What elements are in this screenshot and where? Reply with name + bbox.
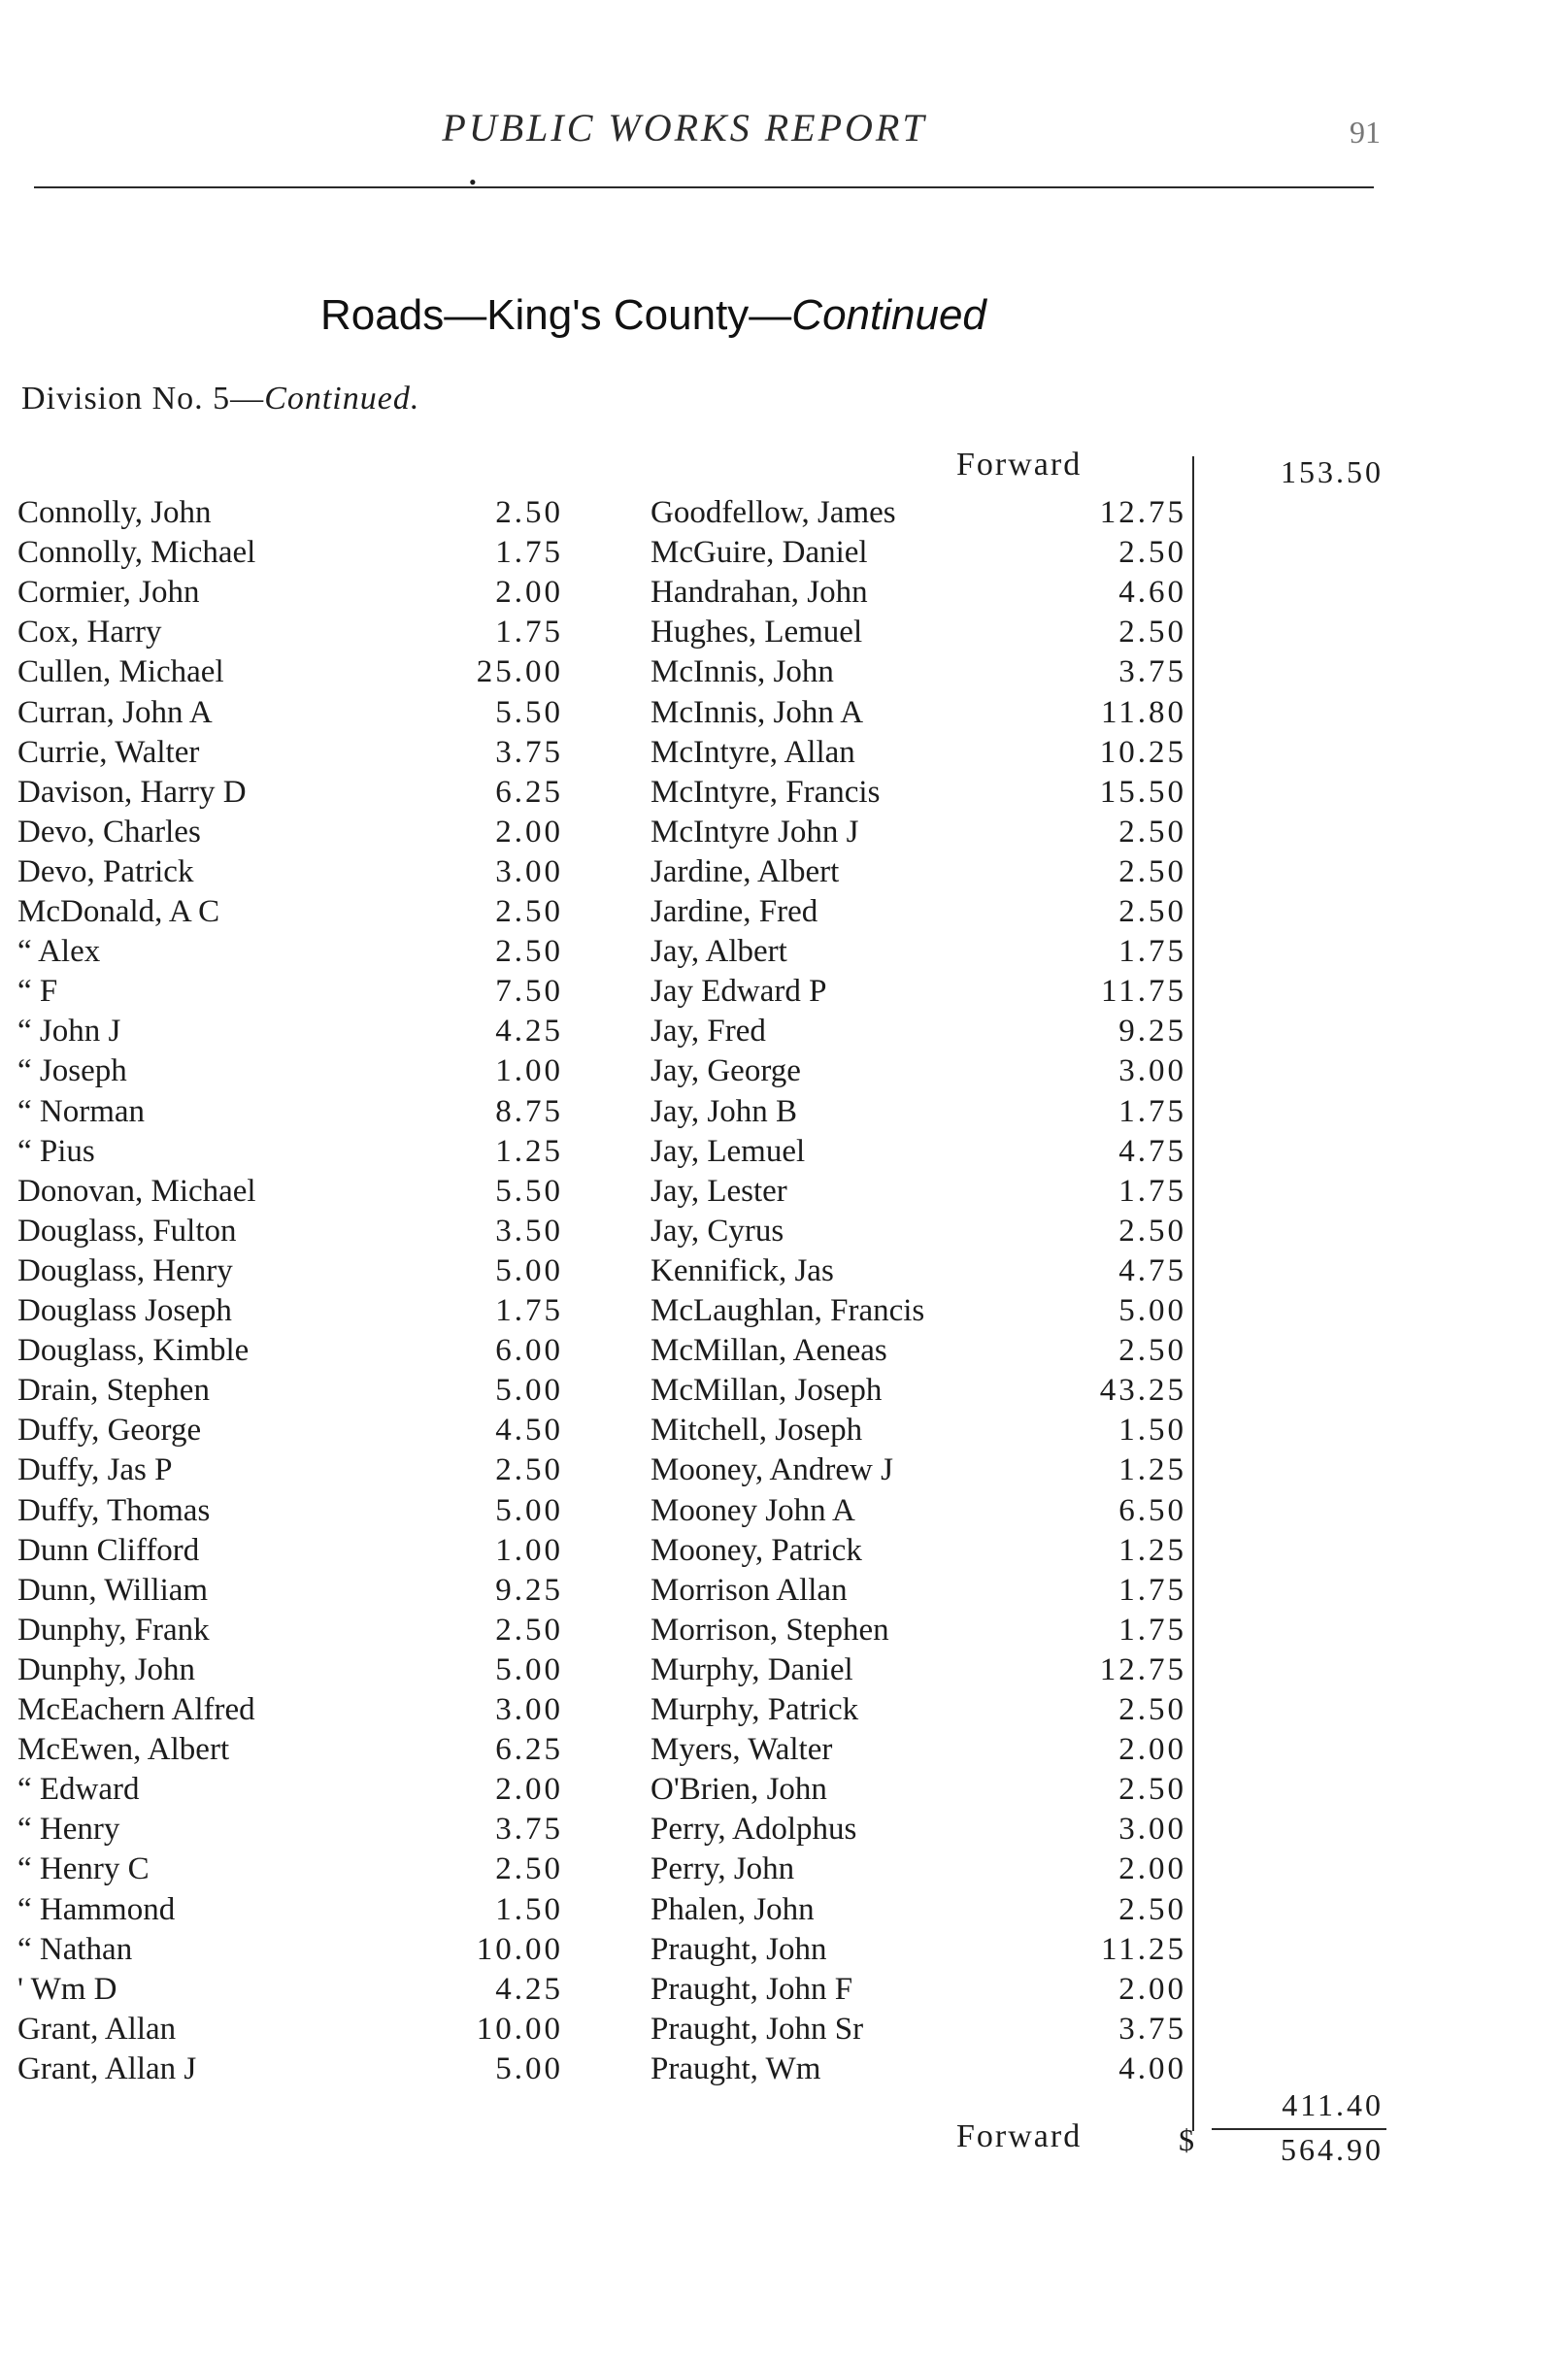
right-amount: 3.75 — [1118, 654, 1186, 689]
left-name: Dunn Clifford — [17, 1533, 200, 1568]
ledger-row — [0, 972, 1568, 1011]
division-label: Division No. 5— — [21, 381, 265, 417]
right-name: Perry, John — [651, 1851, 795, 1886]
right-amount: 11.75 — [1100, 974, 1186, 1009]
right-amount: 43.25 — [1099, 1373, 1186, 1408]
right-amount: 1.75 — [1118, 1174, 1186, 1209]
left-name: Grant, Allan — [17, 2012, 177, 2047]
right-name: McInnis, John A — [651, 695, 864, 730]
right-amount: 2.50 — [1118, 1892, 1186, 1927]
left-amount: 10.00 — [476, 1932, 563, 1967]
left-amount: 4.50 — [495, 1413, 563, 1448]
right-amount: 12.75 — [1099, 1652, 1186, 1687]
left-amount: 5.00 — [495, 1493, 563, 1528]
subtotal-rule — [1212, 2128, 1386, 2130]
ledger-row — [0, 1849, 1568, 1888]
right-amount: 11.25 — [1100, 1932, 1186, 1967]
left-name: Dunphy, John — [17, 1652, 196, 1687]
ledger-row — [0, 1650, 1568, 1689]
right-name: Jay, Lester — [651, 1174, 787, 1209]
left-amount: 8.75 — [495, 1094, 563, 1129]
right-name: Perry, Adolphus — [651, 1812, 857, 1847]
left-amount: 1.25 — [495, 1134, 563, 1169]
left-name: Currie, Walter — [17, 735, 200, 770]
left-name: Douglass, Kimble — [17, 1333, 250, 1368]
right-amount: 4.75 — [1118, 1253, 1186, 1288]
left-name: “ Norman — [17, 1094, 146, 1129]
right-name: Jardine, Albert — [651, 854, 840, 889]
right-amount: 1.25 — [1118, 1533, 1186, 1568]
left-amount: 4.25 — [495, 1014, 563, 1049]
left-amount: 5.50 — [495, 695, 563, 730]
left-name: “ Henry — [17, 1812, 120, 1847]
ledger-row — [0, 1970, 1568, 2009]
forward-label-bottom: Forward — [956, 2118, 1083, 2154]
right-amount: 2.00 — [1118, 1732, 1186, 1767]
right-name: Morrison, Stephen — [651, 1613, 889, 1648]
left-name: Grant, Allan J — [17, 2051, 197, 2086]
left-amount: 2.50 — [495, 1452, 563, 1487]
ledger-row — [0, 2049, 1568, 2088]
ledger-row — [0, 573, 1568, 612]
ledger-row — [0, 1531, 1568, 1570]
ledger-row — [0, 773, 1568, 812]
right-amount: 2.50 — [1118, 535, 1186, 570]
right-name: McMillan, Aeneas — [651, 1333, 887, 1368]
right-name: Kennifick, Jas — [651, 1253, 834, 1288]
left-name: Duffy, Thomas — [17, 1493, 211, 1528]
right-name: Jay, Lemuel — [651, 1134, 806, 1169]
left-name: McEwen, Albert — [17, 1732, 230, 1767]
right-name: O'Brien, John — [651, 1772, 827, 1807]
ledger-row — [0, 652, 1568, 691]
right-amount: 1.75 — [1118, 1613, 1186, 1648]
right-amount: 2.50 — [1118, 854, 1186, 889]
ledger-row — [0, 1770, 1568, 1809]
right-amount: 2.00 — [1118, 1972, 1186, 2007]
left-amount: 3.00 — [495, 854, 563, 889]
forward-label-top: Forward — [956, 447, 1083, 483]
ledger-row — [0, 1611, 1568, 1650]
left-name: Dunn, William — [17, 1573, 209, 1608]
right-amount: 12.75 — [1099, 495, 1186, 530]
ledger-row — [0, 693, 1568, 732]
left-amount: 5.00 — [495, 1373, 563, 1408]
right-amount: 1.25 — [1118, 1452, 1186, 1487]
left-amount: 2.50 — [495, 1851, 563, 1886]
ledger-row — [0, 1012, 1568, 1050]
ledger-row — [0, 1172, 1568, 1211]
right-amount: 2.50 — [1118, 1214, 1186, 1249]
ledger-row — [0, 1371, 1568, 1410]
ledger-row — [0, 1690, 1568, 1729]
ledger-row — [0, 1730, 1568, 1769]
right-name: McIntyre, Francis — [651, 775, 881, 810]
ledger-row — [0, 613, 1568, 651]
right-amount: 10.25 — [1099, 735, 1186, 770]
ledger-row — [0, 1411, 1568, 1450]
right-name: Praught, John — [651, 1932, 827, 1967]
ledger-row — [0, 892, 1568, 931]
right-amount: 1.50 — [1118, 1413, 1186, 1448]
left-name: “ Hammond — [17, 1892, 176, 1927]
left-name: Cullen, Michael — [17, 654, 224, 689]
left-name: Duffy, Jas P — [17, 1452, 173, 1487]
right-name: Mooney, Andrew J — [651, 1452, 893, 1487]
left-amount: 2.50 — [495, 894, 563, 929]
right-name: Mooney, Patrick — [651, 1533, 862, 1568]
left-name: Duffy, George — [17, 1413, 202, 1448]
right-amount: 3.00 — [1118, 1053, 1186, 1088]
right-name: Mitchell, Joseph — [651, 1413, 863, 1448]
right-amount: 2.50 — [1118, 615, 1186, 650]
right-name: Hughes, Lemuel — [651, 615, 863, 650]
right-name: Goodfellow, James — [651, 495, 896, 530]
left-amount: 1.75 — [495, 1293, 563, 1328]
right-name: Jay, Albert — [651, 934, 787, 969]
page-subtotal: 411.40 — [1282, 2087, 1384, 2122]
right-name: Murphy, Patrick — [651, 1692, 859, 1727]
forward-amount-top: 153.50 — [1281, 454, 1384, 489]
section-title — [320, 291, 1194, 340]
left-amount: 6.00 — [495, 1333, 563, 1368]
right-amount: 3.00 — [1118, 1812, 1186, 1847]
ledger-row — [0, 1331, 1568, 1370]
left-amount: 2.00 — [495, 575, 563, 610]
right-amount: 4.00 — [1118, 2051, 1186, 2086]
currency-symbol: $ — [1179, 2122, 1194, 2157]
left-amount: 5.00 — [495, 1652, 563, 1687]
ledger-row — [0, 1810, 1568, 1849]
right-amount: 4.75 — [1118, 1134, 1186, 1169]
right-amount: 1.75 — [1118, 1573, 1186, 1608]
left-name: “ Edward — [17, 1772, 140, 1807]
left-name: Connolly, Michael — [17, 535, 256, 570]
left-name: Cox, Harry — [17, 615, 162, 650]
ledger-row — [0, 1491, 1568, 1530]
ledger-row — [0, 932, 1568, 971]
right-name: Jay Edward P — [651, 974, 827, 1009]
ledger-row — [0, 2010, 1568, 2049]
right-amount: 2.50 — [1118, 1692, 1186, 1727]
left-name: McEachern Alfred — [17, 1692, 255, 1727]
left-name: Devo, Charles — [17, 815, 201, 850]
right-name: Praught, Wm — [651, 2051, 821, 2086]
right-name: Handrahan, John — [651, 575, 868, 610]
right-name: Phalen, John — [651, 1892, 815, 1927]
right-amount: 11.80 — [1100, 695, 1186, 730]
right-name: Morrison Allan — [651, 1573, 848, 1608]
left-name: “ Nathan — [17, 1932, 133, 1967]
left-amount: 9.25 — [495, 1573, 563, 1608]
right-name: Jay, Fred — [651, 1014, 766, 1049]
ledger-row — [0, 1930, 1568, 1969]
right-name: Myers, Walter — [651, 1732, 833, 1767]
left-amount: 3.75 — [495, 1812, 563, 1847]
left-name: “ Joseph — [17, 1053, 127, 1088]
right-name: Mooney John A — [651, 1493, 855, 1528]
left-amount: 7.50 — [495, 974, 563, 1009]
right-name: McLaughlan, Francis — [651, 1293, 925, 1328]
right-amount: 2.00 — [1118, 1851, 1186, 1886]
ledger-row — [0, 1132, 1568, 1171]
ledger-row — [0, 813, 1568, 851]
right-name: Praught, John Sr — [651, 2012, 864, 2047]
ledger-row — [0, 1291, 1568, 1330]
ledger-row — [0, 1890, 1568, 1929]
right-name: Praught, John F — [651, 1972, 853, 2007]
left-amount: 1.00 — [495, 1053, 563, 1088]
right-name: McIntyre, Allan — [651, 735, 855, 770]
right-amount: 1.75 — [1118, 934, 1186, 969]
right-name: Jardine, Fred — [651, 894, 818, 929]
left-name: McDonald, A C — [17, 894, 220, 929]
right-name: Jay, George — [651, 1053, 801, 1088]
section-title-continued: Continued — [791, 291, 986, 339]
left-amount: 6.25 — [495, 775, 563, 810]
ledger-row — [0, 1251, 1568, 1290]
left-name: “ John J — [17, 1014, 121, 1049]
left-amount: 2.00 — [495, 815, 563, 850]
left-amount: 5.50 — [495, 1174, 563, 1209]
header-dot: • — [469, 170, 477, 194]
right-name: McMillan, Joseph — [651, 1373, 883, 1408]
right-amount: 5.00 — [1118, 1293, 1186, 1328]
left-amount: 2.00 — [495, 1772, 563, 1807]
left-name: “ Henry C — [17, 1851, 150, 1886]
right-amount: 2.50 — [1118, 815, 1186, 850]
division-continued: Continued. — [264, 381, 420, 417]
left-amount: 4.25 — [495, 1972, 563, 2007]
right-amount: 2.50 — [1118, 1333, 1186, 1368]
left-amount: 25.00 — [476, 654, 563, 689]
right-name: McGuire, Daniel — [651, 535, 868, 570]
left-name: Douglass, Fulton — [17, 1214, 237, 1249]
header-rule — [34, 186, 1374, 188]
left-amount: 5.00 — [495, 2051, 563, 2086]
ledger-row — [0, 493, 1568, 532]
right-amount: 15.50 — [1099, 775, 1186, 810]
left-name: Douglass Joseph — [17, 1293, 232, 1328]
running-title: PUBLIC WORKS REPORT — [442, 106, 927, 150]
left-name: ' Wm D — [17, 1972, 117, 2007]
left-name: Drain, Stephen — [17, 1373, 210, 1408]
left-name: Donovan, Michael — [17, 1174, 256, 1209]
ledger-row — [0, 852, 1568, 891]
ledger-row — [0, 1092, 1568, 1131]
left-amount: 1.75 — [495, 615, 563, 650]
division-heading — [21, 381, 419, 417]
left-amount: 10.00 — [476, 2012, 563, 2047]
left-name: Dunphy, Frank — [17, 1613, 210, 1648]
ledger-row — [0, 1450, 1568, 1489]
left-amount: 3.00 — [495, 1692, 563, 1727]
left-name: “ F — [17, 974, 58, 1009]
left-name: Connolly, John — [17, 495, 212, 530]
right-amount: 6.50 — [1118, 1493, 1186, 1528]
left-amount: 3.75 — [495, 735, 563, 770]
left-amount: 1.75 — [495, 535, 563, 570]
section-title-main: Roads—King's County— — [320, 291, 792, 339]
ledger-row — [0, 733, 1568, 772]
right-name: McIntyre John J — [651, 815, 859, 850]
right-amount: 4.60 — [1118, 575, 1186, 610]
left-name: “ Alex — [17, 934, 101, 969]
right-name: Murphy, Daniel — [651, 1652, 853, 1687]
right-amount: 9.25 — [1118, 1014, 1186, 1049]
ledger-row — [0, 533, 1568, 572]
right-amount: 3.75 — [1118, 2012, 1186, 2047]
left-name: Devo, Patrick — [17, 854, 194, 889]
forward-amount-bottom: 564.90 — [1281, 2132, 1384, 2167]
left-amount: 2.50 — [495, 934, 563, 969]
right-amount: 1.75 — [1118, 1094, 1186, 1129]
left-amount: 5.00 — [495, 1253, 563, 1288]
left-amount: 1.50 — [495, 1892, 563, 1927]
left-name: “ Pius — [17, 1134, 95, 1169]
right-amount: 2.50 — [1118, 894, 1186, 929]
left-amount: 3.50 — [495, 1214, 563, 1249]
left-amount: 6.25 — [495, 1732, 563, 1767]
left-amount: 2.50 — [495, 495, 563, 530]
left-amount: 1.00 — [495, 1533, 563, 1568]
page-number: 91 — [1350, 115, 1381, 150]
right-amount: 2.50 — [1118, 1772, 1186, 1807]
left-name: Davison, Harry D — [17, 775, 247, 810]
left-name: Cormier, John — [17, 575, 200, 610]
right-name: Jay, Cyrus — [651, 1214, 784, 1249]
ledger-row — [0, 1051, 1568, 1090]
left-name: Douglass, Henry — [17, 1253, 233, 1288]
ledger-row — [0, 1212, 1568, 1250]
right-name: McInnis, John — [651, 654, 834, 689]
left-name: Curran, John A — [17, 695, 213, 730]
right-name: Jay, John B — [651, 1094, 797, 1129]
left-amount: 2.50 — [495, 1613, 563, 1648]
ledger-row — [0, 1571, 1568, 1610]
